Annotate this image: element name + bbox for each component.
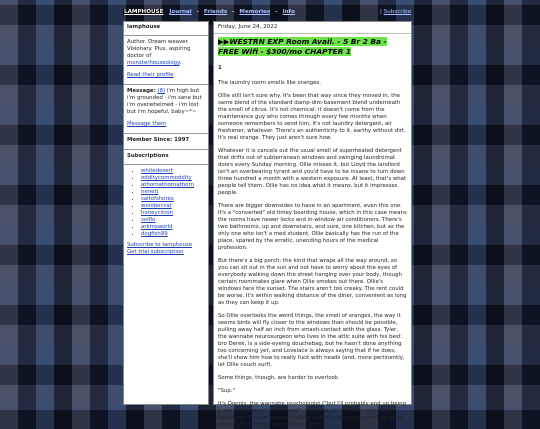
subscription-link[interactable]: nenetl — [141, 189, 159, 195]
post-date: Friday, June 24, 2022 — [214, 24, 411, 34]
list-item — [141, 231, 205, 238]
nav-link-journal[interactable]: Journal — [169, 9, 192, 15]
bio-text: Author. Dream weaver. Visionary. Plus, aspiring doctor of — [127, 39, 191, 59]
subscriptions-heading: Subscriptions — [127, 153, 169, 159]
divider — [124, 35, 208, 36]
list-item — [141, 189, 205, 196]
subscription-link[interactable]: dogfish99 — [141, 231, 168, 237]
divider — [124, 133, 208, 134]
paragraph: But there's a big porch: the kind that wraps all the way around, so you can sit out in the sun and not have to worry about the eyes of everybody walking down the street hanging over your body, though certain roommates glare when Ollie smokes out there. Ollie's windows face the sunset. The stairs aren't too creaky. The rent could be worse. It's within walking distance of the diner, convenient as long as they can keep it up. — [218, 258, 407, 306]
paragraph: It's Donnis, the wannabe psychologist ("but I'll probably end up being a vet in Cleveland at this rate") who lives on the other side of the bathroom. They're always sharing baleful looks across the hall when someone's hogging the full bath. Of the — [218, 401, 406, 428]
subscription-link[interactable]: saltofshores — [141, 196, 174, 202]
read-profile-link[interactable]: Read their profile — [127, 72, 174, 78]
paragraph: "Sup." — [218, 388, 235, 394]
list-item — [141, 168, 205, 175]
subscriptions-list — [127, 168, 205, 238]
top-nav-right — [380, 9, 411, 15]
message-text: i'm high but i'm grounded - i'm sane but i'm overwhelmed - i'm lost but i'm hopeful, baby~*~ — [127, 88, 202, 115]
message-them-link[interactable]: Message them — [127, 121, 167, 127]
subscribe-link[interactable]: Subscribe to lamphouse — [127, 242, 193, 248]
subscription-link[interactable]: solflo — [141, 217, 156, 223]
top-nav — [123, 9, 412, 20]
list-item — [141, 217, 205, 224]
paragraph: Whatever it is cancels out the usual smell of superheated detergent that drifts out of subterranean windows and swinging laundromat doors every Sunday morning. Ollie misses it, but Lloyd the landlord isn't an overbearing tyrant and you'd have to be insane to turn down three hundred a month with a western exposure. At least, that's what people tell them. Ollie has no idea what it means, but it impresses people. — [218, 148, 407, 196]
nav-separator: - — [196, 9, 199, 15]
list-item — [141, 182, 205, 189]
divider — [124, 149, 208, 150]
nav-separator: | — [380, 9, 382, 15]
message-block — [127, 88, 205, 116]
subscription-link[interactable]: odditycommoddity — [141, 175, 192, 181]
paragraph: The laundry room smells like oranges. — [218, 80, 321, 86]
nav-separator: - — [275, 9, 278, 15]
paragraph: There are bigger downsides to have in an apartment, even this one. It's a "converted" old timey boarding house, which in this case means the rooms have newer locks and in-window air conditioners. There's two bathrooms, up and downstairs, and sure, one kitchen, but as the only one who isn't a med student, Ollie basically has the run of the place, spared by the erratic, unending hours of the medical profession. — [218, 203, 407, 251]
brand-link[interactable]: LAMPHOUSE — [124, 9, 164, 15]
nav-link-info[interactable]: Info — [282, 9, 295, 15]
subscribe-top-link[interactable]: Subscribe — [383, 9, 412, 15]
paragraph: Some things, though, are harder to overlook. — [218, 375, 340, 381]
paragraph: So Ollie overlooks the weird things, the smell of oranges, the way it seems birds will fly closer to the windows than should be possible, pulling away half an inch from smash-contact with the glass. Tyler, the wannabe neurosurgeon who lives in the attic suite with his best bro Derek, is a side-eyeing douchebag, but he hasn't done anything too concerning yet, and Lovelace is always saying that if he does, she'll show him how to really fuck with heads (and, more pertinently, let Ollie couch surf). — [218, 313, 405, 368]
post-title: ▶▶WESTRN EXP Room Avail. - 5 Br 2 Ba - FREE Wifi - $300/mo CHAPTER 1 — [218, 37, 387, 56]
sidebar-username: lamphouse — [127, 24, 161, 30]
bio-suffix: . — [179, 60, 182, 66]
list-item — [141, 175, 205, 182]
nav-link-friends[interactable]: Friends — [203, 9, 228, 15]
list-item — [141, 224, 205, 231]
bio — [127, 39, 205, 67]
divider — [124, 84, 208, 85]
bio-link[interactable]: monsterhouseology — [127, 60, 180, 66]
divider — [124, 164, 208, 165]
list-item — [141, 196, 205, 203]
nav-link-memories[interactable]: Memories — [239, 9, 271, 15]
sidebar — [123, 21, 209, 405]
list-item — [141, 210, 205, 217]
paragraph: Ollie still isn't sure why. It's been that way since they moved in, the same blend of the standard damp-dim-basement blend underneath the smell of citrus. It's not chemical: it doesn't come from the maintenance guy who comes through every few months when someone remembers to send him, it's not laundry detergent, air freshener, whatever. There's an authenticity to it, earthy without dirt. It's real orange. They just aren't sure how. — [218, 93, 406, 141]
subscription-link[interactable]: wondercrat — [141, 203, 172, 209]
subscription-link[interactable]: athornathornathorn — [141, 182, 195, 188]
nav-separator: - — [232, 9, 235, 15]
list-item — [141, 203, 205, 210]
subscription-link[interactable]: honeycitron — [141, 210, 174, 216]
subscription-link[interactable]: whitedesert — [141, 168, 173, 174]
member-since: Member Since: 1997 — [127, 137, 190, 143]
post-panel — [213, 21, 412, 428]
subscription-link[interactable]: arkmsworld — [141, 224, 173, 230]
message-label: Message: — [127, 88, 156, 94]
message-count-link[interactable]: (8) — [157, 88, 166, 94]
trial-subscription-link[interactable]: Get trial subscription — [127, 249, 184, 255]
chapter-number: 1 — [218, 65, 222, 71]
